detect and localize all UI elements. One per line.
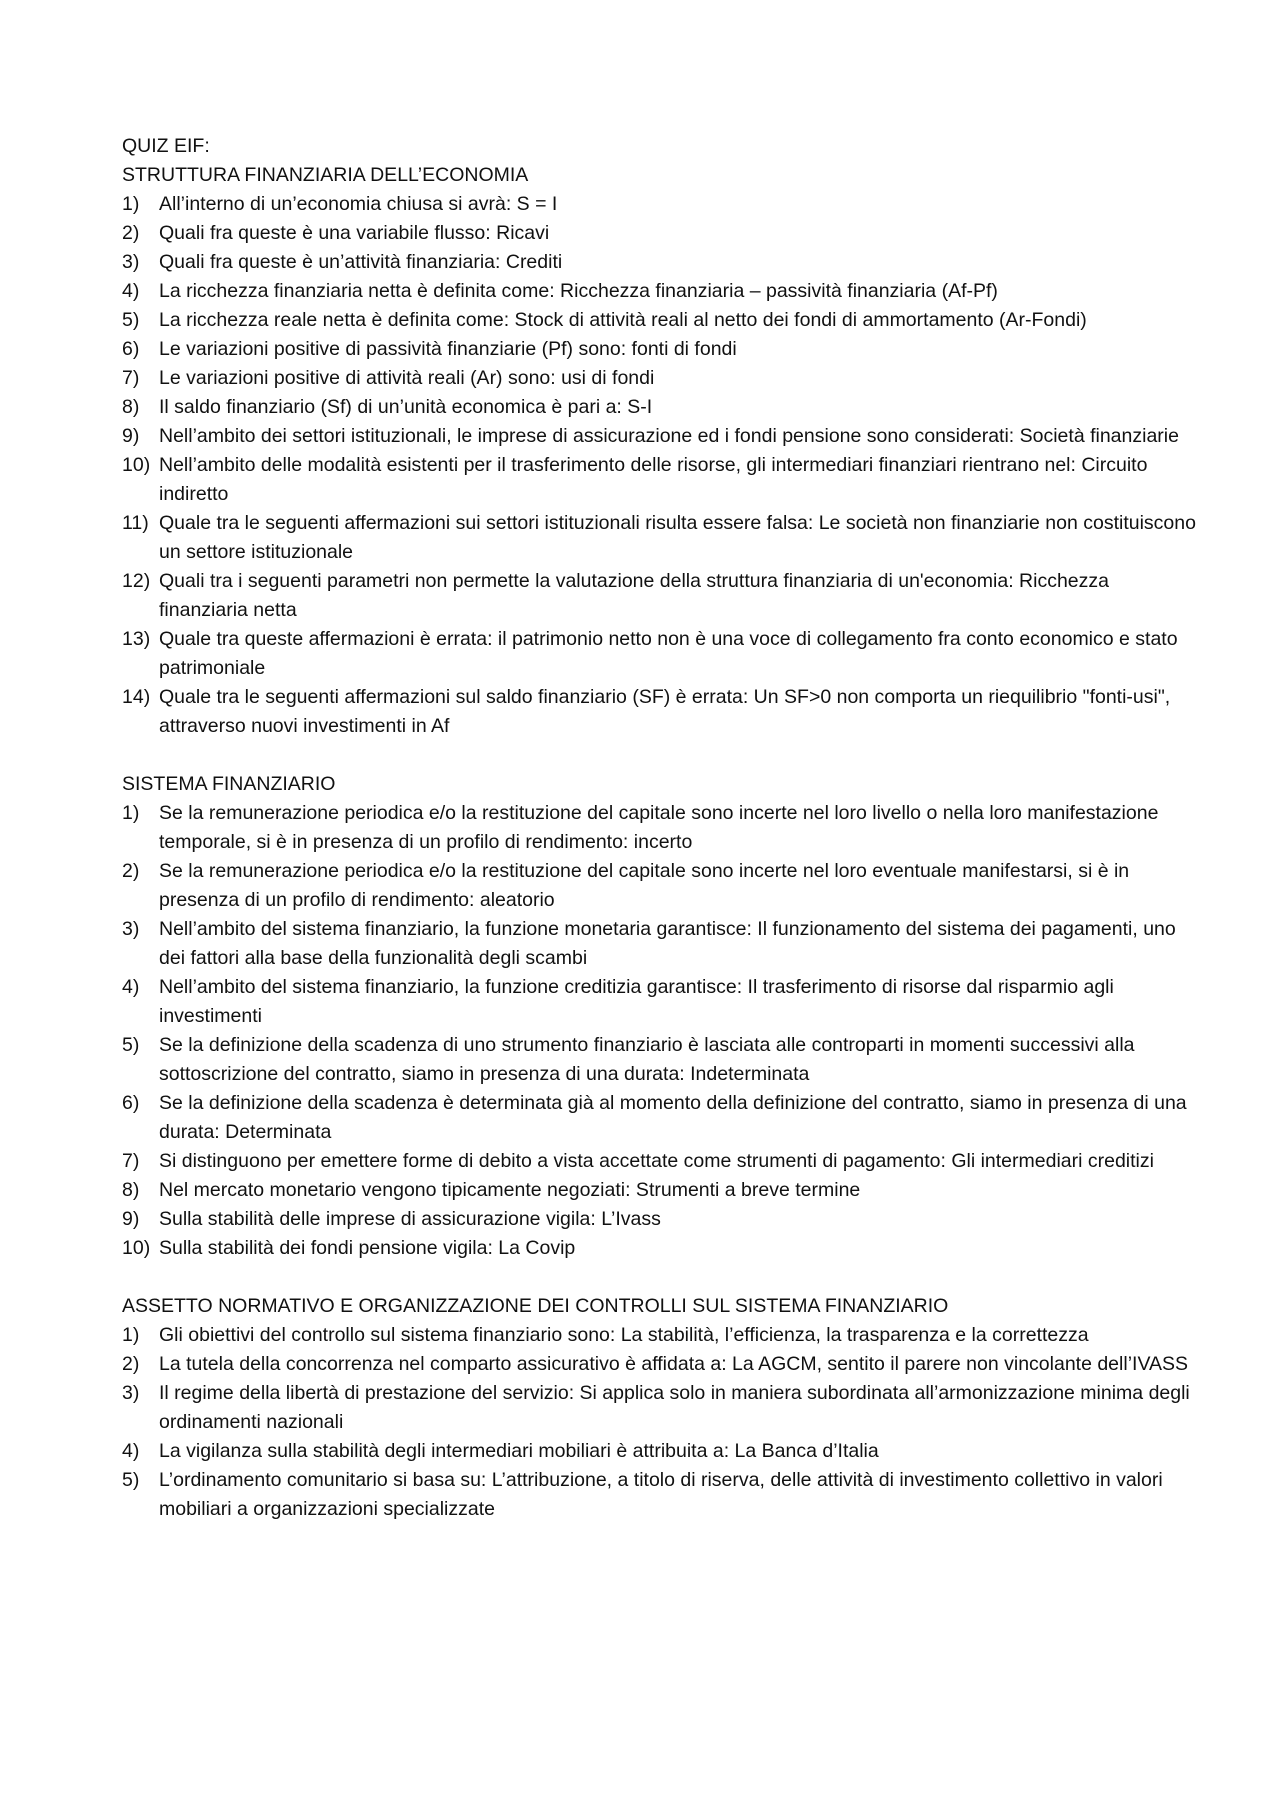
list-item <box>122 219 1197 248</box>
item-number: 10) <box>122 454 151 476</box>
item-text: La ricchezza finanziaria netta è definita come: Ricchezza finanziaria – passività finanziaria (Af-Pf) <box>159 280 998 302</box>
item-text: Il saldo finanziario (Sf) di un’unità economica è pari a: S-I <box>159 396 653 418</box>
list-item <box>122 364 1197 393</box>
item-text: Si distinguono per emettere forme di debito a vista accettate come strumenti di pagamento: Gli intermediari creditizi <box>159 1150 1154 1172</box>
list-item <box>122 1437 1197 1466</box>
list-item <box>122 248 1197 277</box>
item-number: 14) <box>122 686 151 708</box>
item-text: Quali tra i seguenti parametri non permette la valutazione della struttura finanziaria di un'economia: Ricchezza finanziaria netta <box>159 570 1109 621</box>
item-text: La tutela della concorrenza nel comparto assicurativo è affidata a: La AGCM, sentito il parere non vincolante dell’IVASS <box>159 1353 1189 1375</box>
item-text: Se la remunerazione periodica e/o la restituzione del capitale sono incerte nel loro livello o nella loro manifestazione temporale, si è in presenza di un profilo di rendimento: incerto <box>159 802 1159 853</box>
item-text: Se la definizione della scadenza è determinata già al momento della definizione del contratto, siamo in presenza di una durata: Determinata <box>159 1092 1187 1143</box>
list-item <box>122 422 1197 451</box>
section <box>122 770 1197 1263</box>
item-text: Se la remunerazione periodica e/o la restituzione del capitale sono incerte nel loro eventuale manifestarsi, si è in presenza di un profilo di rendimento: aleatorio <box>159 860 1130 911</box>
item-text: Nell’ambito delle modalità esistenti per il trasferimento delle risorse, gli intermediari finanziari rientrano nel: Circuito indiretto <box>159 454 1148 505</box>
item-number: 5) <box>122 309 140 331</box>
list-item <box>122 306 1197 335</box>
document-title: QUIZ EIF: <box>122 135 210 157</box>
item-number: 10) <box>122 1237 151 1259</box>
list-item <box>122 1321 1197 1350</box>
list-item <box>122 857 1197 915</box>
list-item <box>122 509 1197 567</box>
item-number: 4) <box>122 280 140 302</box>
list-item <box>122 1205 1197 1234</box>
item-number: 4) <box>122 976 140 998</box>
list-item <box>122 1379 1197 1437</box>
item-number: 3) <box>122 251 140 273</box>
item-text: Le variazioni positive di attività reali (Ar) sono: usi di fondi <box>159 367 655 389</box>
list-item <box>122 799 1197 857</box>
section-title: SISTEMA FINANZIARIO <box>122 773 336 795</box>
list-item <box>122 567 1197 625</box>
item-number: 7) <box>122 1150 140 1172</box>
item-number: 2) <box>122 860 140 882</box>
section <box>122 161 1197 741</box>
item-number: 3) <box>122 1382 140 1404</box>
list-item <box>122 1176 1197 1205</box>
item-text: Quale tra le seguenti affermazioni sul saldo finanziario (SF) è errata: Un SF>0 non comporta un riequilibrio "fonti-usi", attraverso nuovi investimenti in Af <box>159 686 1171 737</box>
item-text: Nel mercato monetario vengono tipicamente negoziati: Strumenti a breve termine <box>159 1179 861 1201</box>
list-item <box>122 190 1197 219</box>
item-number: 7) <box>122 367 140 389</box>
item-text: Nell’ambito del sistema finanziario, la funzione monetaria garantisce: Il funzionamento del sistema dei pagamenti, uno dei fattori alla base della funzionalità degli scambi <box>159 918 1176 969</box>
list-item <box>122 1089 1197 1147</box>
section-title: ASSETTO NORMATIVO E ORGANIZZAZIONE DEI CONTROLLI SUL SISTEMA FINANZIARIO <box>122 1295 949 1317</box>
item-text: Gli obiettivi del controllo sul sistema finanziario sono: La stabilità, l’efficienza, la trasparenza e la correttezza <box>159 1324 1089 1346</box>
list-item <box>122 1234 1197 1263</box>
list-item <box>122 1031 1197 1089</box>
item-text: All’interno di un’economia chiusa si avrà: S = I <box>159 193 558 215</box>
item-text: Il regime della libertà di prestazione del servizio: Si applica solo in maniera subordinata all’armonizzazione minima degli ordinamenti nazionali <box>159 1382 1190 1433</box>
list-item <box>122 1466 1197 1524</box>
document-page <box>122 132 1197 1524</box>
list-item <box>122 451 1197 509</box>
item-text: Quale tra le seguenti affermazioni sui settori istituzionali risulta essere falsa: Le società non finanziarie non costituiscono un settore istituzionale <box>159 512 1196 563</box>
item-number: 1) <box>122 193 140 215</box>
item-number: 9) <box>122 425 140 447</box>
item-text: Se la definizione della scadenza di uno strumento finanziario è lasciata alle controparti in momenti successivi alla sottoscrizione del contratto, siamo in presenza di una durata: Indeterminata <box>159 1034 1135 1085</box>
list-item <box>122 277 1197 306</box>
list-item <box>122 393 1197 422</box>
list-item <box>122 683 1197 741</box>
item-number: 8) <box>122 396 140 418</box>
question-list <box>122 1321 1197 1524</box>
item-text: Quali fra queste è un’attività finanziaria: Crediti <box>159 251 563 273</box>
item-number: 12) <box>122 570 151 592</box>
item-text: Quale tra queste affermazioni è errata: il patrimonio netto non è una voce di collegamento fra conto economico e stato patrimoniale <box>159 628 1178 679</box>
item-number: 6) <box>122 338 140 360</box>
list-item <box>122 335 1197 364</box>
item-number: 9) <box>122 1208 140 1230</box>
section <box>122 1292 1197 1524</box>
item-text: Quali fra queste è una variabile flusso: Ricavi <box>159 222 550 244</box>
item-number: 5) <box>122 1034 140 1056</box>
item-number: 4) <box>122 1440 140 1462</box>
item-text: Sulla stabilità dei fondi pensione vigila: La Covip <box>159 1237 576 1259</box>
item-number: 8) <box>122 1179 140 1201</box>
list-item <box>122 973 1197 1031</box>
item-text: La ricchezza reale netta è definita come: Stock di attività reali al netto dei fondi di ammortamento (Ar-Fondi) <box>159 309 1087 331</box>
list-item <box>122 915 1197 973</box>
item-number: 11) <box>122 512 149 534</box>
item-text: La vigilanza sulla stabilità degli intermediari mobiliari è attribuita a: La Banca d’Italia <box>159 1440 879 1462</box>
item-text: Le variazioni positive di passività finanziarie (Pf) sono: fonti di fondi <box>159 338 737 360</box>
question-list <box>122 799 1197 1263</box>
item-text: Nell’ambito dei settori istituzionali, le imprese di assicurazione ed i fondi pensione sono considerati: Società finanziarie <box>159 425 1179 447</box>
item-number: 1) <box>122 1324 140 1346</box>
section-title: STRUTTURA FINANZIARIA DELL’ECONOMIA <box>122 164 529 186</box>
item-text: Nell’ambito del sistema finanziario, la funzione creditizia garantisce: Il trasferimento di risorse dal risparmio agli investimenti <box>159 976 1114 1027</box>
list-item <box>122 1350 1197 1379</box>
item-number: 2) <box>122 222 140 244</box>
item-number: 3) <box>122 918 140 940</box>
item-text: L’ordinamento comunitario si basa su: L’attribuzione, a titolo di riserva, delle attività di investimento collettivo in valori mobiliari a organizzazioni specializzate <box>159 1469 1163 1520</box>
item-text: Sulla stabilità delle imprese di assicurazione vigila: L’Ivass <box>159 1208 661 1230</box>
sections-container <box>122 161 1197 1524</box>
list-item <box>122 1147 1197 1176</box>
question-list <box>122 190 1197 741</box>
item-number: 1) <box>122 802 140 824</box>
item-number: 2) <box>122 1353 140 1375</box>
item-number: 5) <box>122 1469 140 1491</box>
item-number: 13) <box>122 628 151 650</box>
list-item <box>122 625 1197 683</box>
item-number: 6) <box>122 1092 140 1114</box>
